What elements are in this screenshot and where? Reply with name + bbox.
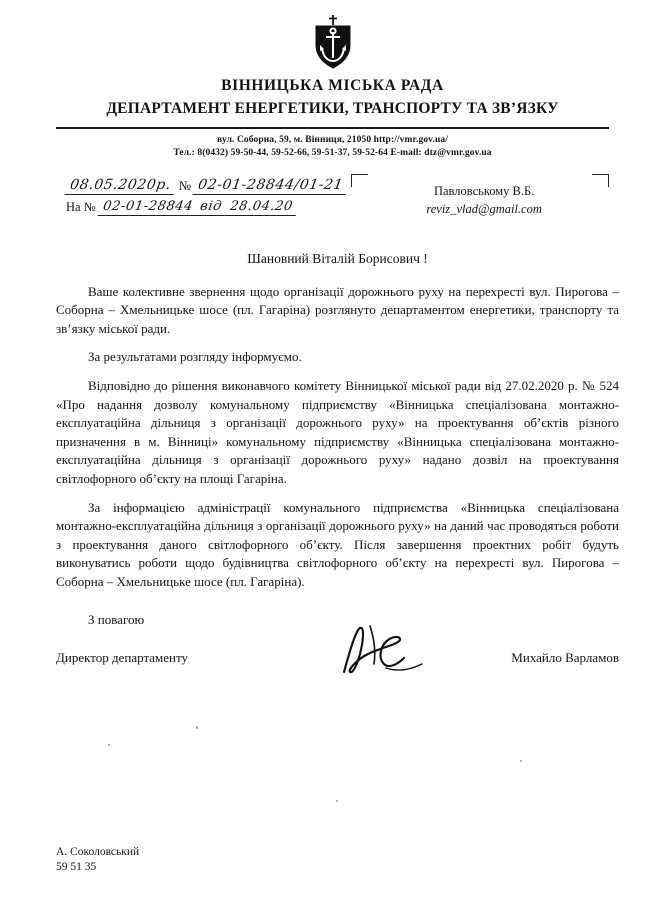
paragraph-2: За результатами розгляду інформуємо.	[88, 349, 302, 365]
phone-email-line: Тел.: 8(0432) 59-50-44, 59-52-66, 59-51-37, 59-52-64 E-mail: dtz@vmr.gov.ua	[173, 148, 492, 158]
executor-name: А. Соколовський	[56, 846, 140, 858]
reply-number-handwritten: 02-01-28844	[97, 199, 198, 216]
department-name: ДЕПАРТАМЕНТ ЕНЕРГЕТИКИ, ТРАНСПОРТУ ТА ЗВ’ЯЗКУ	[106, 100, 559, 117]
signature-scribble-icon	[326, 620, 436, 680]
address-line: вул. Соборна, 59, м. Вінниця, 21050 http://vmr.gov.ua/	[217, 135, 448, 145]
emblem-container	[0, 0, 665, 70]
outgoing-number-handwritten: 02-01-28844/01-21	[193, 177, 349, 195]
scan-speck	[336, 800, 338, 802]
addressee-email[interactable]: reviz_vlad@gmail.com	[426, 202, 542, 216]
reference-block	[66, 174, 351, 216]
reply-date-prefix: від	[195, 199, 227, 216]
greeting: Шановний Віталій Борисович !	[247, 251, 428, 266]
paragraph-4: За інформацією адміністрації комунального підприємства «Вінницька спеціалізована монтажно-експлуатаційна дільниця з організації дорожнього руху» на даний час проводяться роботи з проектування даного світлофорного об’єкту. Після завершення проектних робіт будуть виконуватись роботи щодо будівництва світлофорного об’єкту на перехресті вул. Пирогова – Соборна – Хмельницьке шосе (пл. Гагаріна).	[56, 499, 619, 589]
reply-label: На №	[66, 200, 96, 214]
letterhead	[0, 76, 665, 119]
signer-position: Директор департаменту	[56, 649, 189, 665]
scan-speck	[520, 760, 522, 762]
executor-block	[56, 845, 139, 875]
reply-date-handwritten: 28.04.20	[225, 199, 298, 216]
contact-block	[0, 134, 665, 160]
header-divider	[56, 127, 609, 129]
paragraph-1: Ваше колективне звернення щодо організації дорожнього руху на перехресті вул. Пирогова – Соборна – Хмельницьке шосе (пл. Гагаріна) розглянуто департаментом енергетики, транспорту та зв’язку міської ради.	[56, 283, 619, 336]
paragraph-3: Відповідно до рішення виконавчого комітету Вінницької міської ради від 27.02.2020 р. № 524 «Про надання дозволу комунальному підприємству «Вінницька спеціалізована монтажно-експлуатаційна дільниця з організації дорожнього руху» на проектування об’єктів різного призначення в м. Вінниці» комунальному підприємству «Вінницька спеціалізована монтажно-експлуатаційна дільниця з організації дорожнього руху» надано дозвіл на проектування світлофорного об’єкту на площі Гагаріна.	[56, 377, 619, 486]
addressee-block	[351, 174, 609, 224]
number-label: №	[178, 178, 192, 193]
signer-name: Михайло Варламов	[511, 649, 619, 665]
addressee-name: Павловському В.Б.	[433, 184, 535, 198]
scan-speck	[196, 726, 198, 729]
reference-outgoing-row	[66, 174, 351, 195]
executor-phone: 59 51 35	[56, 861, 97, 873]
outgoing-date-handwritten: 08.05.2020р.	[65, 177, 177, 195]
letter-body	[56, 250, 619, 592]
organization-name: ВІННИЦЬКА МІСЬКА РАДА	[221, 77, 444, 94]
reference-zone	[0, 174, 665, 224]
city-coat-of-arms-icon	[310, 14, 356, 70]
regards-line: З повагою	[88, 611, 145, 627]
reference-incoming-row	[66, 195, 351, 216]
signature-row	[56, 650, 619, 666]
scan-speck	[108, 744, 110, 746]
